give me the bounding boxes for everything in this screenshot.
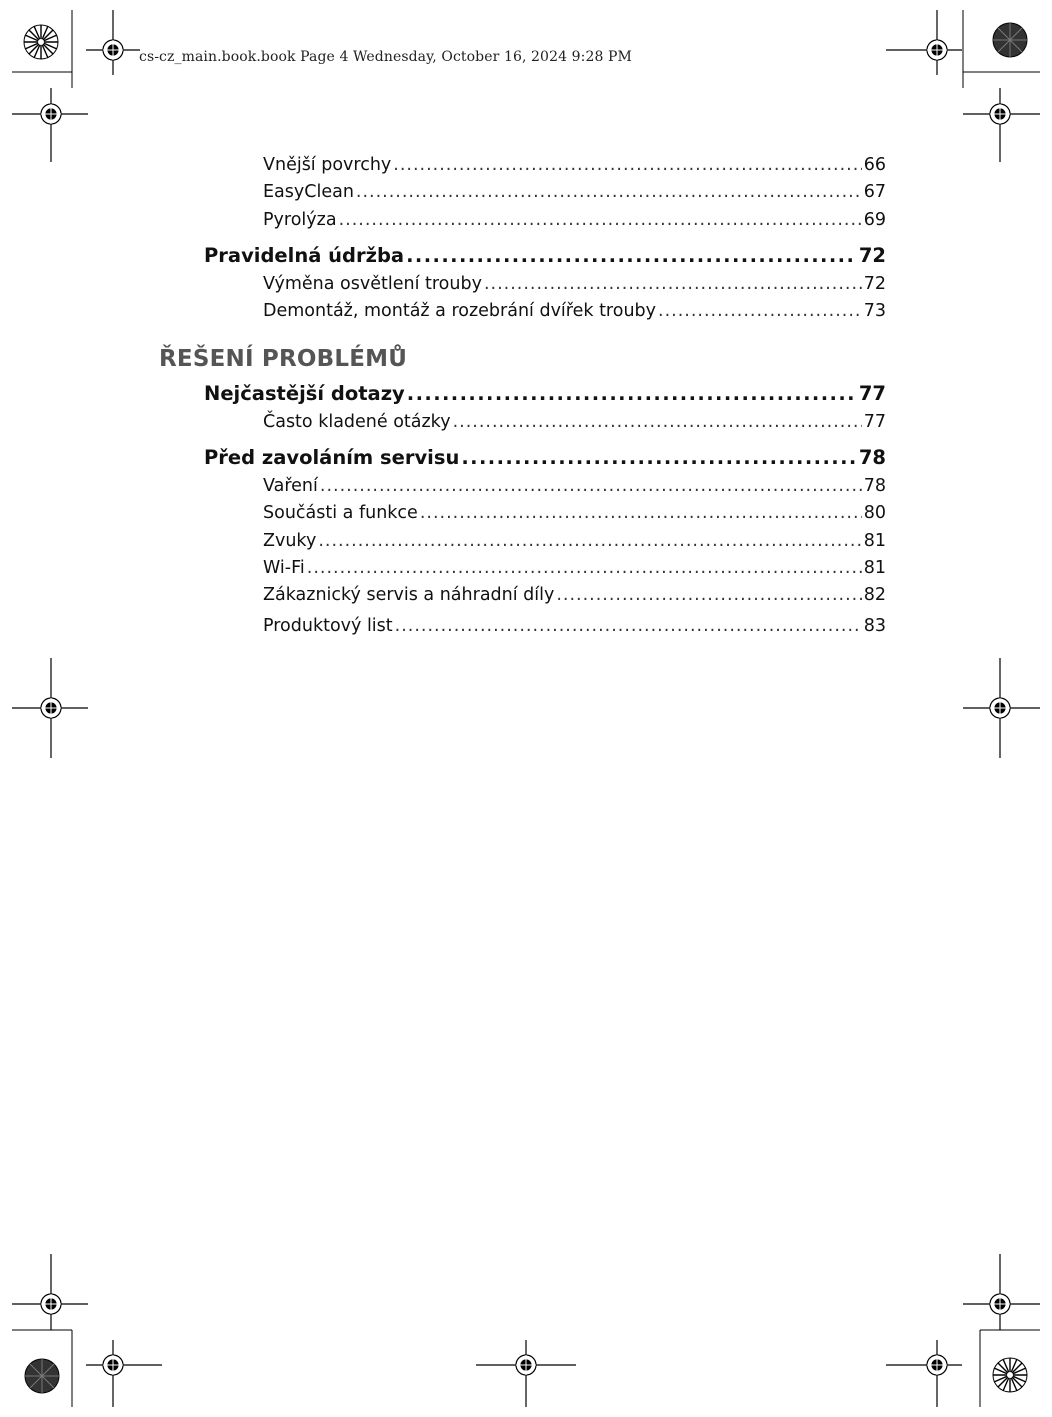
toc-entry-oven-light[interactable] (263, 274, 886, 294)
toc-section-maintenance[interactable] (204, 244, 886, 267)
toc-entry-title: Zvuky (263, 531, 317, 551)
toc-entry-page: 78 (863, 476, 886, 496)
toc-entry-title: Demontáž, montáž a rozebrání dvířek trouby (263, 301, 656, 321)
toc-entry-page: 81 (863, 558, 886, 578)
toc-entry-page: 69 (863, 210, 886, 230)
toc-entry-page: 73 (863, 301, 886, 321)
toc-entry-page: 72 (863, 274, 886, 294)
toc-entry-page: 83 (863, 616, 886, 636)
toc-entry-title: Pyrolýza (263, 210, 337, 230)
dot-leader (339, 210, 862, 230)
dot-leader (393, 155, 861, 175)
toc-entry-exterior[interactable] (263, 155, 886, 175)
dot-leader (407, 382, 857, 405)
toc-entry-product-sheet[interactable] (263, 616, 886, 636)
toc-entry-page: 80 (863, 503, 886, 523)
dot-leader (461, 446, 857, 469)
toc-entry-title: Zákaznický servis a náhradní díly (263, 585, 555, 605)
toc-entry-title: EasyClean (263, 182, 354, 202)
toc-entry-title: Produktový list (263, 616, 393, 636)
toc-section-title: Nejčastější dotazy (204, 382, 405, 405)
toc-entry-title: Součásti a funkce (263, 503, 418, 523)
dot-leader (556, 585, 861, 605)
toc-section-title: Před zavoláním servisu (204, 446, 460, 469)
toc-section-page: 78 (858, 446, 886, 469)
starburst-icon-top-right (993, 23, 1027, 57)
toc-entry-pyrolysis[interactable] (263, 210, 886, 230)
toc-section-faq[interactable] (204, 382, 886, 405)
starburst-icon-bottom-right (993, 1358, 1027, 1392)
toc-entry-customer-service[interactable] (263, 585, 886, 605)
chapter-heading-troubleshooting: ŘEŠENÍ PROBLÉMŮ (159, 346, 408, 372)
toc-section-page: 72 (858, 244, 886, 267)
dot-leader (453, 412, 862, 432)
toc-entry-page: 66 (863, 155, 886, 175)
dot-leader (318, 531, 861, 551)
toc-entry-oven-door[interactable] (263, 301, 886, 321)
toc-entry-faq-questions[interactable] (263, 412, 886, 432)
toc-entry-page: 82 (863, 585, 886, 605)
toc-entry-cooking[interactable] (263, 476, 886, 496)
toc-entry-title: Často kladené otázky (263, 412, 451, 432)
dot-leader (356, 182, 862, 202)
toc-section-before-service[interactable] (204, 446, 886, 469)
toc-entry-title: Wi-Fi (263, 558, 305, 578)
toc-entry-easyclean[interactable] (263, 182, 886, 202)
toc-entry-sounds[interactable] (263, 531, 886, 551)
dot-leader (395, 616, 862, 636)
dot-leader (658, 301, 862, 321)
dot-leader (406, 244, 857, 267)
starburst-icon-top-left (24, 25, 58, 59)
dot-leader (420, 503, 862, 523)
toc-entry-title: Výměna osvětlení trouby (263, 274, 482, 294)
toc-entry-wifi[interactable] (263, 558, 886, 578)
print-slug: cs-cz_main.book.book Page 4 Wednesday, October 16, 2024 9:28 PM (139, 49, 632, 65)
dot-leader (307, 558, 862, 578)
starburst-icon-bottom-left (25, 1359, 59, 1393)
toc-section-title: Pravidelná údržba (204, 244, 405, 267)
dot-leader (320, 476, 862, 496)
toc-entry-title: Vnější povrchy (263, 155, 392, 175)
toc-entry-page: 81 (863, 531, 886, 551)
toc-entry-page: 67 (863, 182, 886, 202)
toc-entry-parts[interactable] (263, 503, 886, 523)
toc-entry-title: Vaření (263, 476, 318, 496)
toc-entry-page: 77 (863, 412, 886, 432)
dot-leader (484, 274, 862, 294)
toc-section-page: 77 (858, 382, 886, 405)
